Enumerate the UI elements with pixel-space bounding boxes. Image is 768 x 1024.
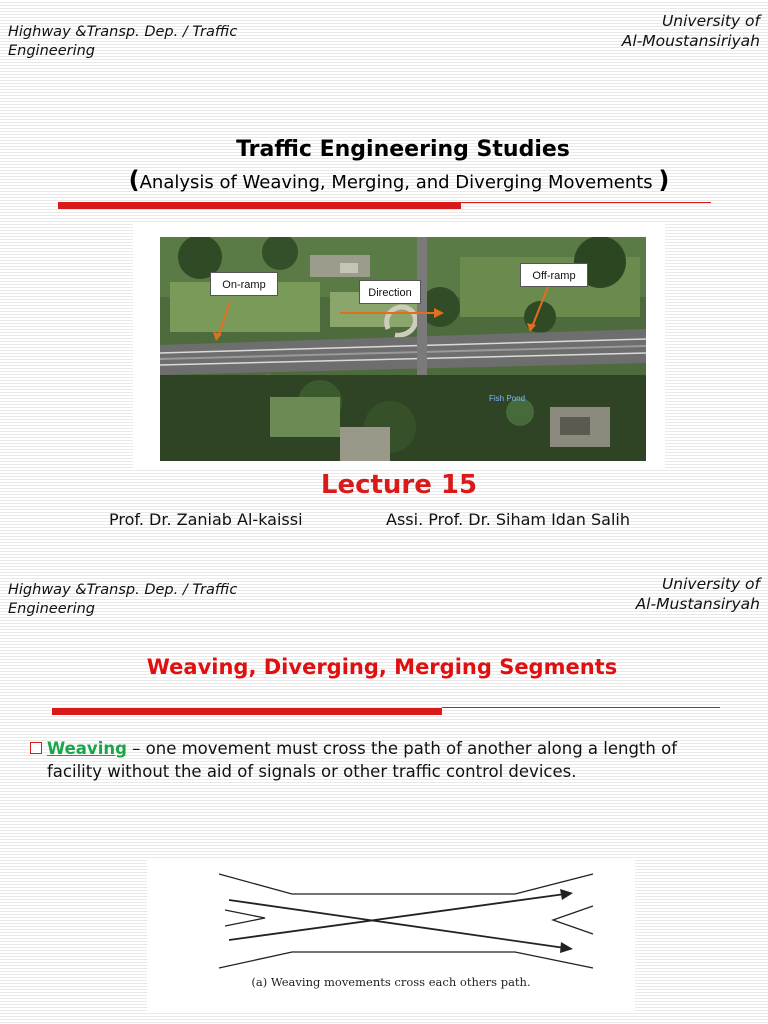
university-line1-2: University of	[661, 575, 760, 593]
department-header: Highway &Transp. Dep. / Traffic Engineering	[8, 24, 238, 59]
weaving-diagram	[147, 860, 635, 980]
subtitle-close-paren: )	[658, 166, 670, 194]
slide-title-2: Weaving, Diverging, Merging Segments	[146, 655, 618, 679]
title-underline-line-2	[442, 707, 720, 708]
weaving-keyword: Weaving	[47, 739, 127, 758]
title-underline-line	[461, 202, 711, 203]
subtitle-text: Analysis of Weaving, Merging, and Diverging Movements	[139, 172, 659, 193]
weaving-definition	[47, 737, 727, 783]
department-header-2: Highway &Transp. Dep. / Traffic Engineering	[8, 582, 238, 617]
university-line2: Al-Moustansiriyah	[621, 32, 760, 50]
title-underline-bar	[58, 202, 461, 209]
slide-title: Traffic Engineering Studies	[236, 137, 570, 162]
on-ramp-label: On-ramp	[210, 272, 278, 296]
professor-1: Prof. Dr. Zaniab Al-kaissi	[109, 510, 303, 529]
weaving-definition-text: – one movement must cross the path of another along a length of facility without the aid of signals or other traffic control devices.	[47, 739, 678, 781]
subtitle-open-paren: (	[128, 166, 140, 194]
university-header-2	[500, 574, 760, 614]
map-place-label: Fish Pond	[489, 394, 526, 403]
university-line1: University of	[661, 12, 760, 30]
off-ramp-label: Off-ramp	[520, 263, 588, 287]
professor-2: Assi. Prof. Dr. Siham Idan Salih	[386, 510, 630, 529]
aerial-photo-frame	[133, 222, 665, 470]
bullet-square-icon	[30, 742, 42, 754]
weaving-figure-frame	[147, 860, 635, 1012]
lecture-number: Lecture 15	[320, 470, 478, 500]
title-underline-bar-2	[52, 708, 442, 715]
figure-caption: (a) Weaving movements cross each others path.	[251, 975, 531, 989]
direction-label: Direction	[359, 280, 421, 304]
university-header	[500, 11, 760, 51]
slide-subtitle	[0, 166, 768, 194]
university-line2-2: Al-Mustansiryah	[635, 595, 760, 613]
